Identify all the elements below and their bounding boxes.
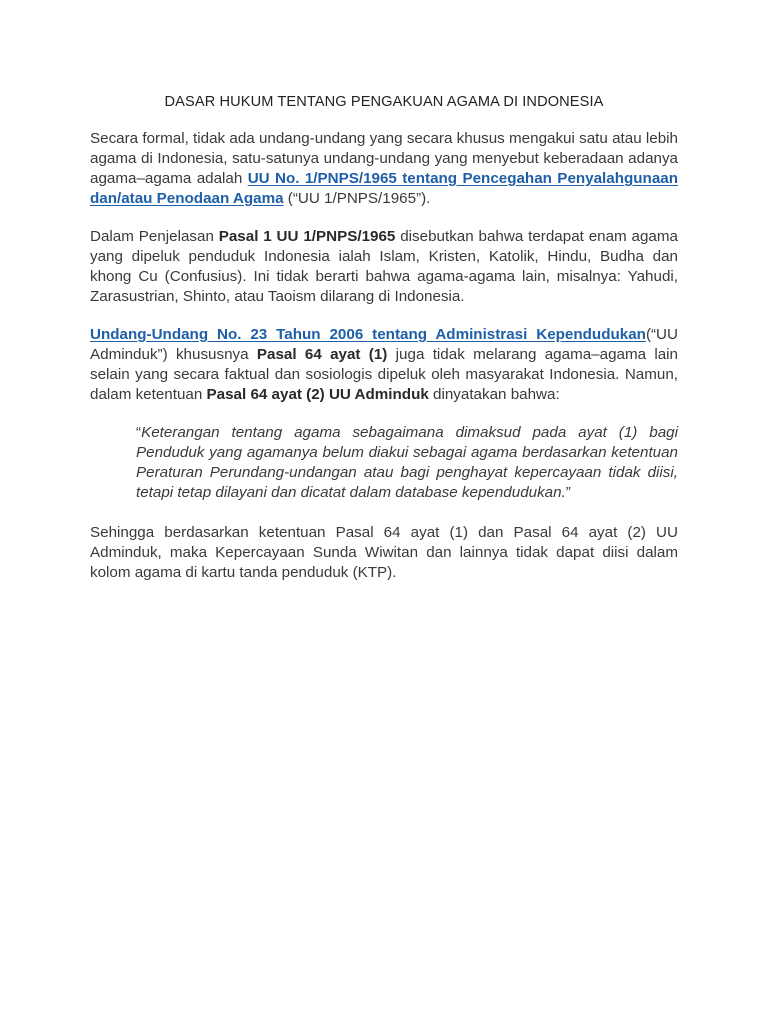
paragraph-3-text-1: (“UU Adminduk”) khususnya (90, 326, 678, 363)
paragraph-3 (90, 325, 678, 405)
link-uu-1-pnps-1965[interactable]: UU No. 1/PNPS/1965 tentang Pencegahan Penyalahgunaan dan/atau Penodaan Agama (90, 170, 678, 207)
link-uu-23-2006[interactable]: Undang-Undang No. 23 Tahun 2006 tentang Administrasi Kependudukan (90, 326, 646, 343)
paragraph-3-bold-1: Pasal 64 ayat (1) (256, 346, 388, 363)
paragraph-4: Sehingga berdasarkan ketentuan Pasal 64 ayat (1) dan Pasal 64 ayat (2) UU Adminduk, maka Kepercayaan Sunda Wiwitan dan lainnya tidak dapat diisi dalam kolom agama di kartu tanda penduduk (KTP). (90, 524, 678, 581)
paragraph-1-text-before: Secara formal, tidak ada undang-undang yang secara khusus mengakui satu atau lebih agama di Indonesia, satu-satunya undang-undang yang menyebut keberadaan adanya agama–agama adalah (90, 130, 678, 187)
paragraph-3-text-3: dinyatakan bahwa: (428, 386, 560, 403)
quote-text: Keterangan tentang agama sebagaimana dimaksud pada ayat (1) bagi Penduduk yang agamanya belum diakui sebagai agama berdasarkan ketentuan Peraturan Perundang-undangan atau bagi penghayat kepercayaan tidak diisi, tetapi tetap dilayani dan dicatat dalam database kependudukan. (136, 424, 678, 501)
paragraph-1 (90, 129, 678, 209)
quote-open-mark: “ (136, 424, 142, 441)
paragraph-3-text-2: juga tidak melarang agama–agama lain selain yang secara faktual dan sosiologis dipeluk oleh masyarakat Indonesia. Namun, dalam ketentuan (90, 346, 679, 403)
paragraph-1-text-after: (“UU 1/PNPS/1965”). (283, 190, 431, 207)
quote-close-mark: ” (565, 484, 571, 501)
paragraph-2-bold-ref: Pasal 1 UU 1/PNPS/1965 (218, 228, 396, 245)
paragraph-2-text-before: Dalam Penjelasan (90, 228, 219, 245)
paragraph-2 (90, 227, 678, 307)
document-page (90, 92, 678, 601)
quote-block (136, 423, 678, 503)
paragraph-2-text-after: disebutkan bahwa terdapat enam agama yang dipeluk penduduk Indonesia ialah Islam, Kristen, Katolik, Hindu, Budha dan khong Cu (Confusius). Ini tidak berarti bahwa agama-agama lain, misalnya: Yahudi, Zarasustrian, Shinto, atau Taoism dilarang di Indonesia. (90, 228, 678, 305)
paragraph-3-bold-2: Pasal 64 ayat (2) UU Adminduk (206, 386, 429, 403)
document-title: DASAR HUKUM TENTANG PENGAKUAN AGAMA DI INDONESIA (164, 94, 604, 110)
